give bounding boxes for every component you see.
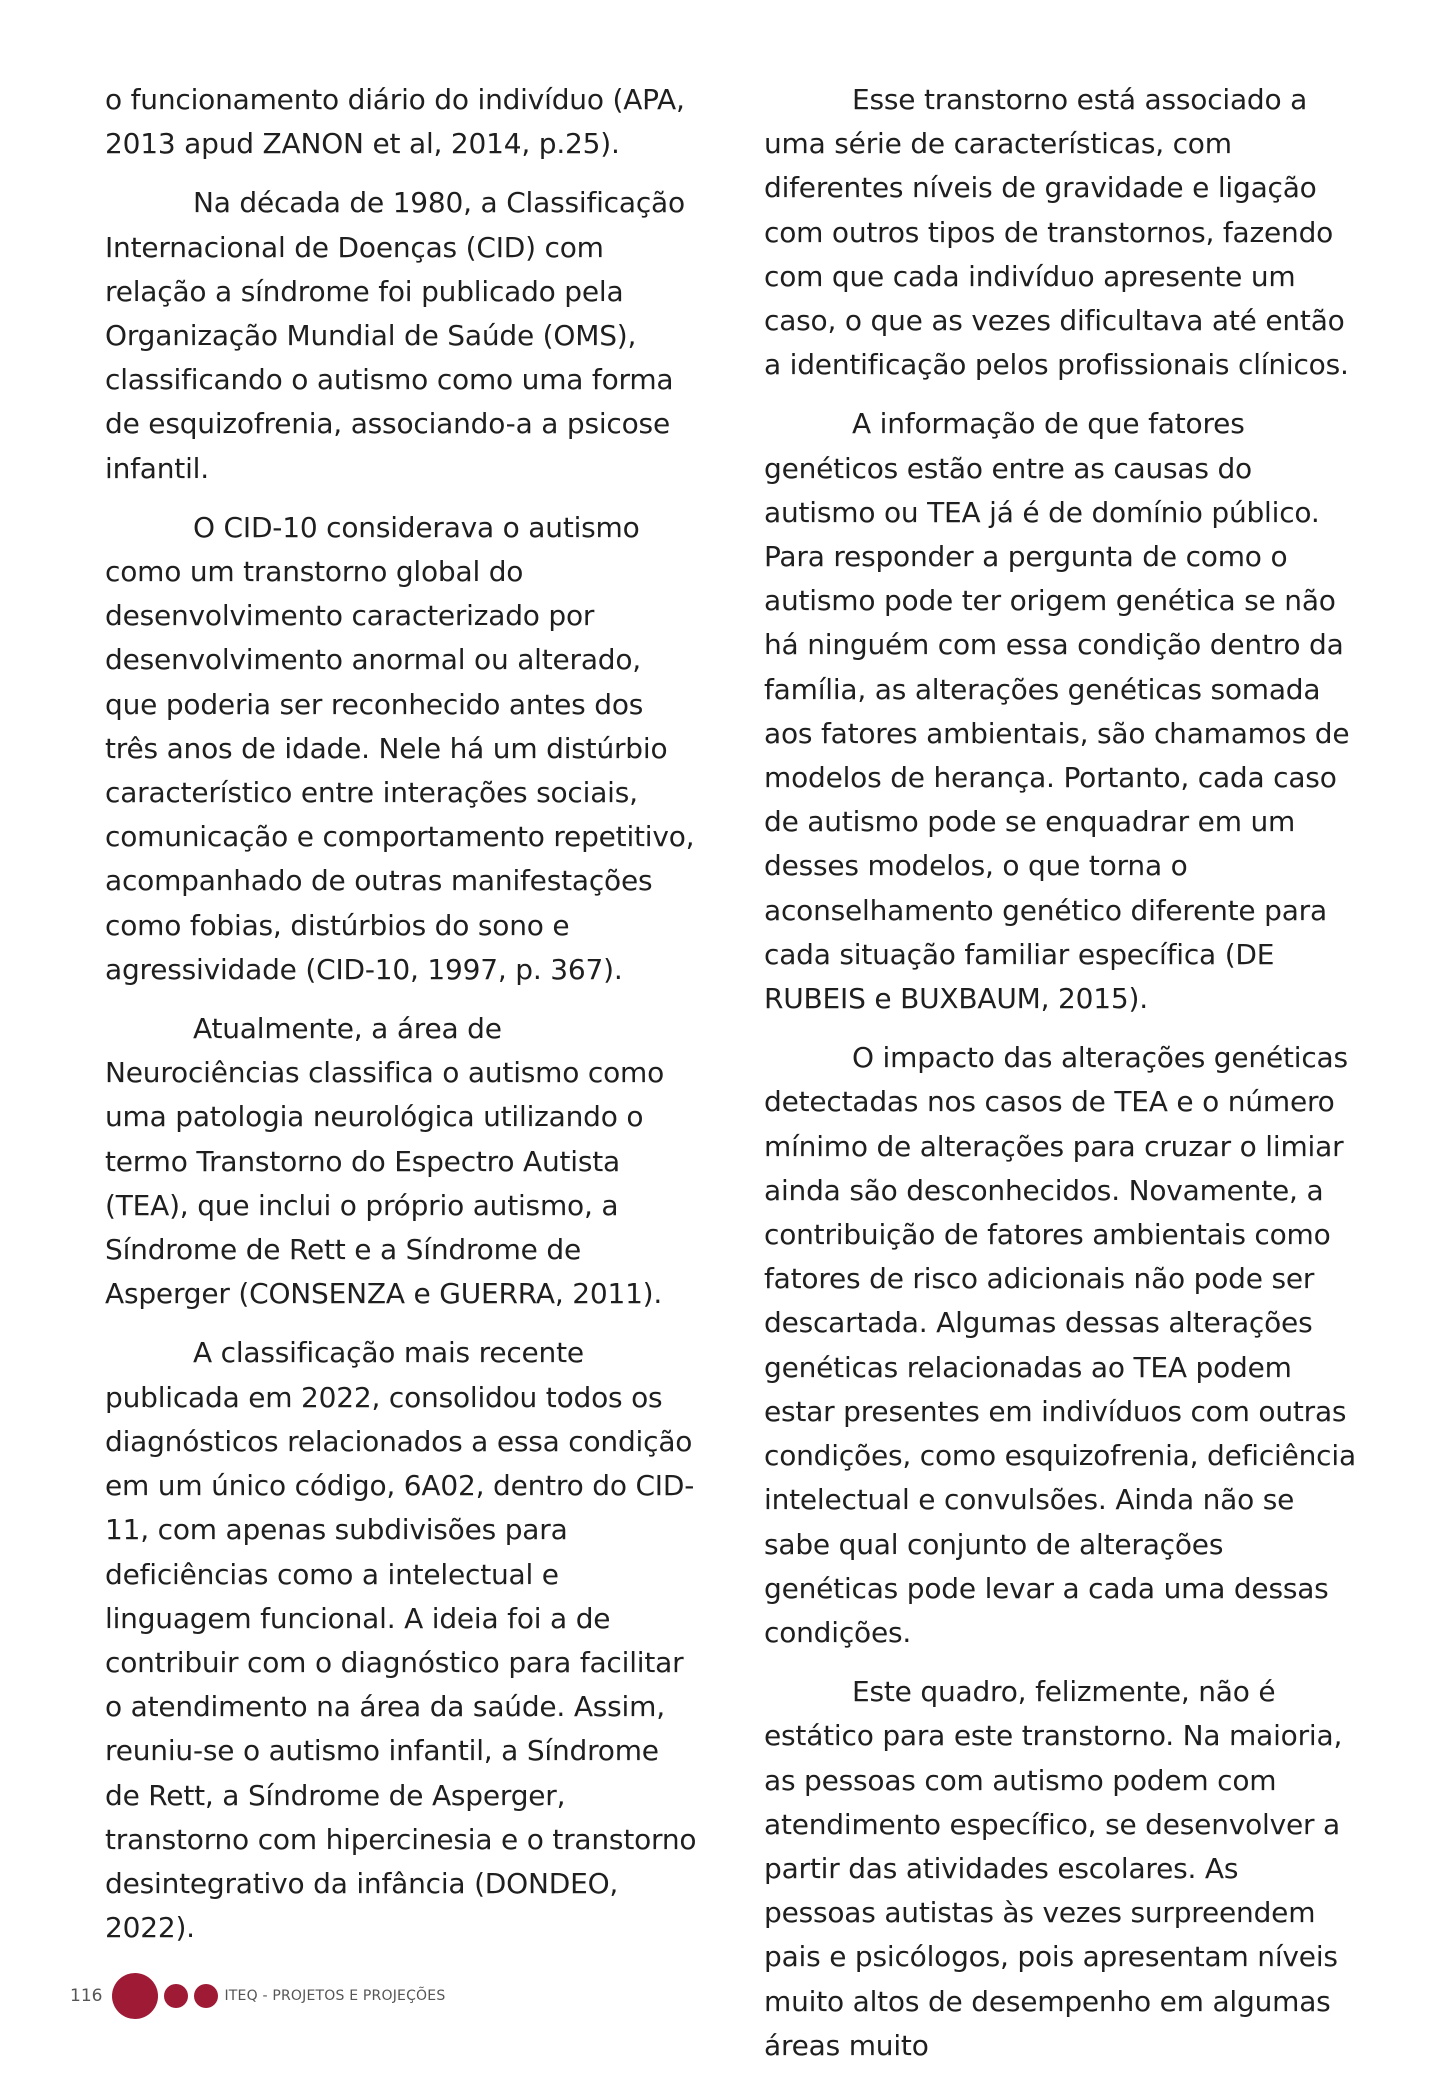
- body-paragraph: o funcionamento diário do indivíduo (APA, 2013 apud ZANON et al, 2014, p.25).: [105, 83, 685, 161]
- page-footer: [70, 1972, 445, 2020]
- right-column: [764, 78, 1356, 2083]
- footer-dot-icon: [112, 1973, 158, 2019]
- body-paragraph: Atualmente, a área de Neurociências classifica o autismo como uma patologia neurológica utilizando o termo Transtorno do Espectro Autista (TEA), que inclui o próprio autismo, a Síndrome de Rett e a Síndrome de Asperger (CONSENZA e GUERRA, 2011).: [105, 1012, 665, 1311]
- footer-dot-icon: [194, 1984, 218, 2008]
- footer-dot-icon: [164, 1984, 188, 2008]
- left-column: [105, 78, 697, 1965]
- body-paragraph: Este quadro, felizmente, não é estático para este transtorno. Na maioria, as pessoas com autismo podem com atendimento específico, se desenvolver a partir das atividades escolares. As pessoas autistas às vezes surpreendem pais e psicólogos, pois apresentam níveis muito altos de desempenho em algumas áreas muito: [764, 1675, 1343, 2062]
- body-paragraph: Na década de 1980, a Classificação Internacional de Doenças (CID) com relação a síndrome foi publicado pela Organização Mundial de Saúde (OMS), classificando o autismo como uma forma de esquizofrenia, associando-a a psicose infantil.: [105, 186, 685, 485]
- page-number: 116: [70, 1986, 103, 2006]
- body-paragraph: O impacto das alterações genéticas detectadas nos casos de TEA e o número mínimo de alterações para cruzar o limiar ainda são desconhecidos. Novamente, a contribuição de fatores ambientais como fatores de risco adicionais não pode ser descartada. Algumas dessas alterações genéticas relacionadas ao TEA podem estar presentes em indivíduos com outras condições, como esquizofrenia, deficiência intelectual e convulsões. Ainda não se sabe qual conjunto de alterações genéticas pode levar a cada uma dessas condições.: [764, 1041, 1356, 1649]
- publication-title: ITEQ - PROJETOS E PROJEÇÕES: [224, 1988, 446, 2004]
- body-paragraph: Esse transtorno está associado a uma série de características, com diferentes níveis de gravidade e ligação com outros tipos de transtornos, fazendo com que cada indivíduo apresente um caso, o que as vezes dificultava até então a identificação pelos profissionais clínicos.: [764, 83, 1349, 382]
- body-paragraph: A informação de que fatores genéticos estão entre as causas do autismo ou TEA já é de domínio público. Para responder a pergunta de como o autismo pode ter origem genética se não há ninguém com essa condição dentro da família, as alterações genéticas somada aos fatores ambientais, são chamamos de modelos de herança. Portanto, cada caso de autismo pode se enquadrar em um desses modelos, o que torna o aconselhamento genético diferente para cada situação familiar específica (DE RUBEIS e BUXBAUM, 2015).: [764, 407, 1350, 1016]
- body-paragraph: A classificação mais recente publicada em 2022, consolidou todos os diagnósticos relacionados a essa condição em um único código, 6A02, dentro do CID-11, com apenas subdivisões para deficiências como a intelectual e linguagem funcional. A ideia foi a de contribuir com o diagnóstico para facilitar o atendimento na área da saúde. Assim, reuniu-se o autismo infantil, a Síndrome de Rett, a Síndrome de Asperger, transtorno com hipercinesia e o transtorno desintegrativo da infância (DONDEO, 2022).: [105, 1336, 697, 1945]
- body-paragraph: O CID-10 considerava o autismo como um transtorno global do desenvolvimento caracterizado por desenvolvimento anormal ou alterado, que poderia ser reconhecido antes dos três anos de idade. Nele há um distúrbio característico entre interações sociais, comunicação e comportamento repetitivo, acompanhado de outras manifestações como fobias, distúrbios do sono e agressividade (CID-10, 1997, p. 367).: [105, 510, 695, 986]
